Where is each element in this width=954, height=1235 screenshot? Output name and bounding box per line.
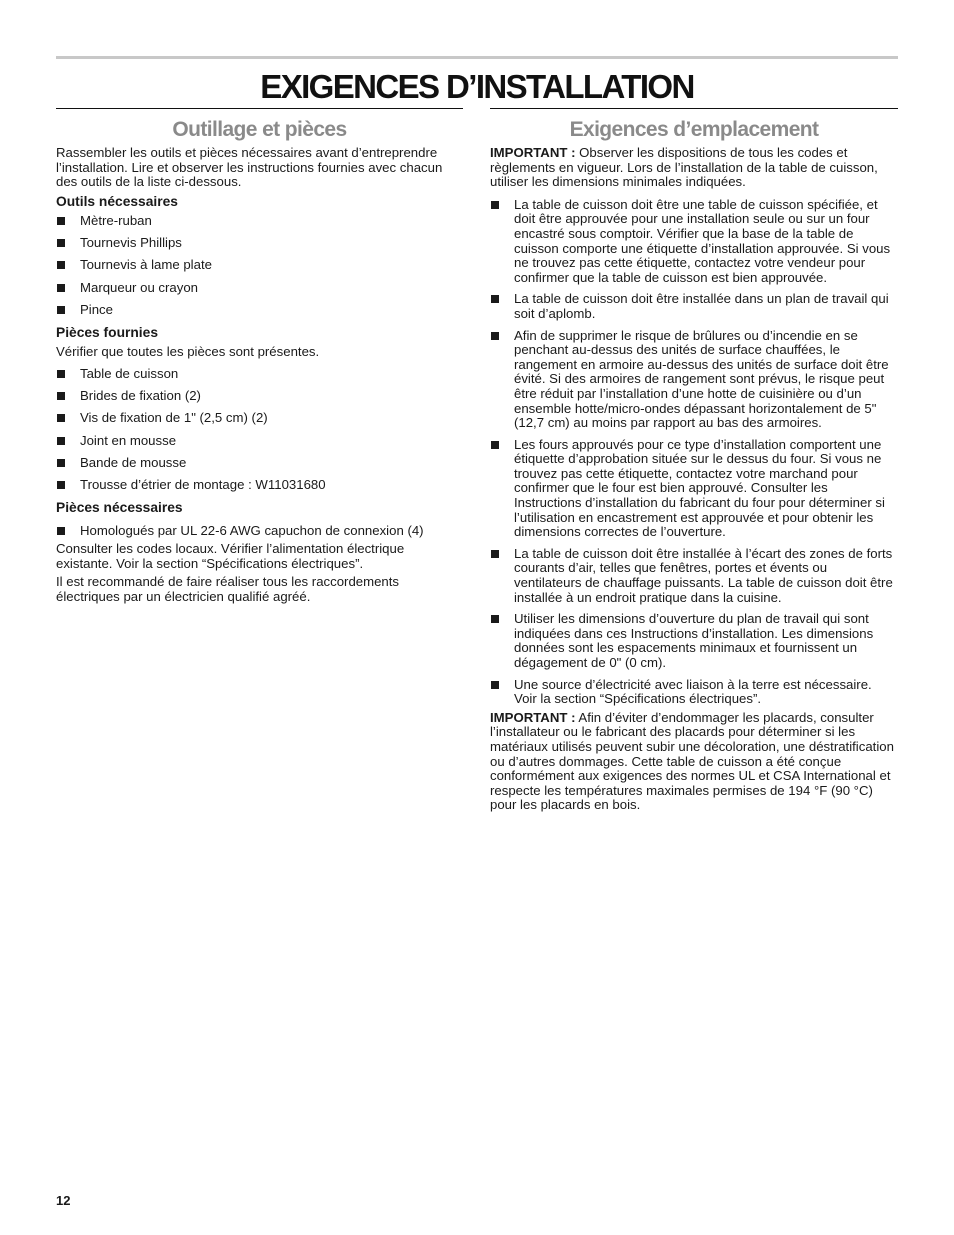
list-item: Pince bbox=[56, 303, 463, 318]
tools-list bbox=[56, 214, 463, 318]
page-title: EXIGENCES D’INSTALLATION bbox=[260, 68, 694, 105]
bullet-icon bbox=[491, 441, 499, 449]
important-notice-2: IMPORTANT : Afin d’éviter d’endommager les placards, consulter l’installateur ou le fabricant des placards pour déterminer si les matériaux utilisés peuvent subir une décoloration, une déstratification ou d’autres dommages. Cette table de cuisson a été conçue conformément aux exigences des normes UL et CSA International et respecte les températures maximales permises de 194 °F (90 °C) pour les placards en bois. bbox=[490, 709, 894, 813]
bullet-icon bbox=[57, 306, 65, 314]
parts-supplied-heading: Pièces fournies bbox=[56, 325, 158, 341]
list-item: Utiliser les dimensions d’ouverture du plan de travail qui sont indiquées dans ces Instructions d’installation. Les dimensions données sont les espacements minimaux et fournissent un dégagement de 0" (0 cm). bbox=[490, 612, 898, 670]
bullet-icon bbox=[57, 239, 65, 247]
bullet-icon bbox=[491, 295, 499, 303]
bullet-icon bbox=[491, 201, 499, 209]
bullet-icon bbox=[57, 437, 65, 445]
important-notice-1: IMPORTANT : Observer les dispositions de tous les codes et règlements en vigueur. Lors de l’installation de la table de cuisson, utiliser les dimensions minimales indiquées. bbox=[490, 145, 878, 190]
list-item: Tournevis à lame plate bbox=[56, 258, 463, 273]
list-item: La table de cuisson doit être une table de cuisson spécifiée, et doit être approuvée pour une installation seule ou sur un four encastré sous comptoir. Vérifier que la base de la table de cuisson comporte une étiquette d’installation approuvée. Si vous ne trouvez pas cette étiquette, contactez votre vendeur pour confirmer que la table de cuisson est bien approuvée. bbox=[490, 198, 898, 286]
list-item: Bande de mousse bbox=[56, 456, 463, 471]
list-item: Homologués par UL 22-6 AWG capuchon de connexion (4) bbox=[56, 524, 463, 539]
list-item: La table de cuisson doit être installée dans un plan de travail qui soit d’aplomb. bbox=[490, 292, 898, 321]
bullet-icon bbox=[491, 681, 499, 689]
left-column-rule bbox=[56, 108, 463, 109]
list-item: La table de cuisson doit être installée à l’écart des zones de forts courants d’air, telles que fenêtres, portes et évents ou ventilateurs de chauffage puissants. La table de cuisson doit être installée à un endroit pratique dans la cuisine. bbox=[490, 547, 898, 605]
list-item: Joint en mousse bbox=[56, 434, 463, 449]
location-requirements-heading: Exigences d’emplacement bbox=[569, 118, 819, 141]
parts-needed-list bbox=[56, 524, 463, 539]
parts-needed-heading: Pièces nécessaires bbox=[56, 500, 183, 516]
parts-intro: Vérifier que toutes les pièces sont présentes. bbox=[56, 344, 320, 360]
bullet-icon bbox=[57, 261, 65, 269]
list-item: Marqueur ou crayon bbox=[56, 281, 463, 296]
local-codes-paragraph: Consulter les codes locaux. Vérifier l’alimentation électrique existante. Voir la section “Spécifications électriques”. bbox=[56, 541, 405, 571]
list-item: Table de cuisson bbox=[56, 367, 463, 382]
list-item: Mètre-ruban bbox=[56, 214, 463, 229]
list-item: Tournevis Phillips bbox=[56, 236, 463, 251]
bullet-icon bbox=[491, 332, 499, 340]
electrician-paragraph: Il est recommandé de faire réaliser tous les raccordements électriques par un électricien qualifié agréé. bbox=[56, 574, 400, 604]
parts-list bbox=[56, 367, 463, 493]
bullet-icon bbox=[57, 217, 65, 225]
bullet-icon bbox=[57, 392, 65, 400]
page-number: 12 bbox=[56, 1193, 71, 1208]
list-item: Brides de fixation (2) bbox=[56, 389, 463, 404]
bullet-icon bbox=[491, 550, 499, 558]
list-item: Une source d’électricité avec liaison à la terre est nécessaire. Voir la section “Spécifications électriques”. bbox=[490, 678, 898, 707]
bullet-icon bbox=[57, 459, 65, 467]
list-item: Afin de supprimer le risque de brûlures ou d’incendie en se penchant au-dessus des unités de surface chauffées, le rangement en armoire au-dessus des unités de surface doit être évité. Si des armoires de rangement sont prévus, le risque peut être réduit par l’installation d’une hotte de cuisinière ou d’un ensemble hotte/micro-ondes dépassant horizontalement de 5" (12,7 cm) au moins par rapport au bas des armoires. bbox=[490, 329, 898, 431]
top-rule bbox=[56, 56, 898, 59]
tools-intro: Rassembler les outils et pièces nécessaires avant d’entreprendre l’installation. Lire et observer les instructions fournies avec chacun des outils de la liste ci-dessous. bbox=[56, 145, 443, 190]
right-column-rule bbox=[490, 108, 898, 109]
location-requirements-section bbox=[490, 112, 898, 816]
bullet-icon bbox=[57, 527, 65, 535]
bullet-icon bbox=[57, 370, 65, 378]
tools-parts-section bbox=[56, 112, 463, 607]
tools-parts-heading: Outillage et pièces bbox=[172, 118, 347, 141]
requirements-list bbox=[490, 198, 898, 707]
list-item: Les fours approuvés pour ce type d’installation comportent une étiquette d’approbation située sur le dessus du four. Si vous ne trouvez pas cette étiquette, contactez votre marchand pour confirmer que le four est bien approuvé. Consulter les Instructions d’installation du fabricant du four pour déterminer si l’utilisation en encastrement est approuvée et pour obtenir les dimensions correctes de l’ouverture. bbox=[490, 438, 898, 540]
bullet-icon bbox=[57, 414, 65, 422]
bullet-icon bbox=[57, 284, 65, 292]
list-item: Vis de fixation de 1" (2,5 cm) (2) bbox=[56, 411, 463, 426]
list-item: Trousse d’étrier de montage : W11031680 bbox=[56, 478, 463, 493]
bullet-icon bbox=[57, 481, 65, 489]
bullet-icon bbox=[491, 615, 499, 623]
tools-needed-heading: Outils nécessaires bbox=[56, 193, 178, 209]
